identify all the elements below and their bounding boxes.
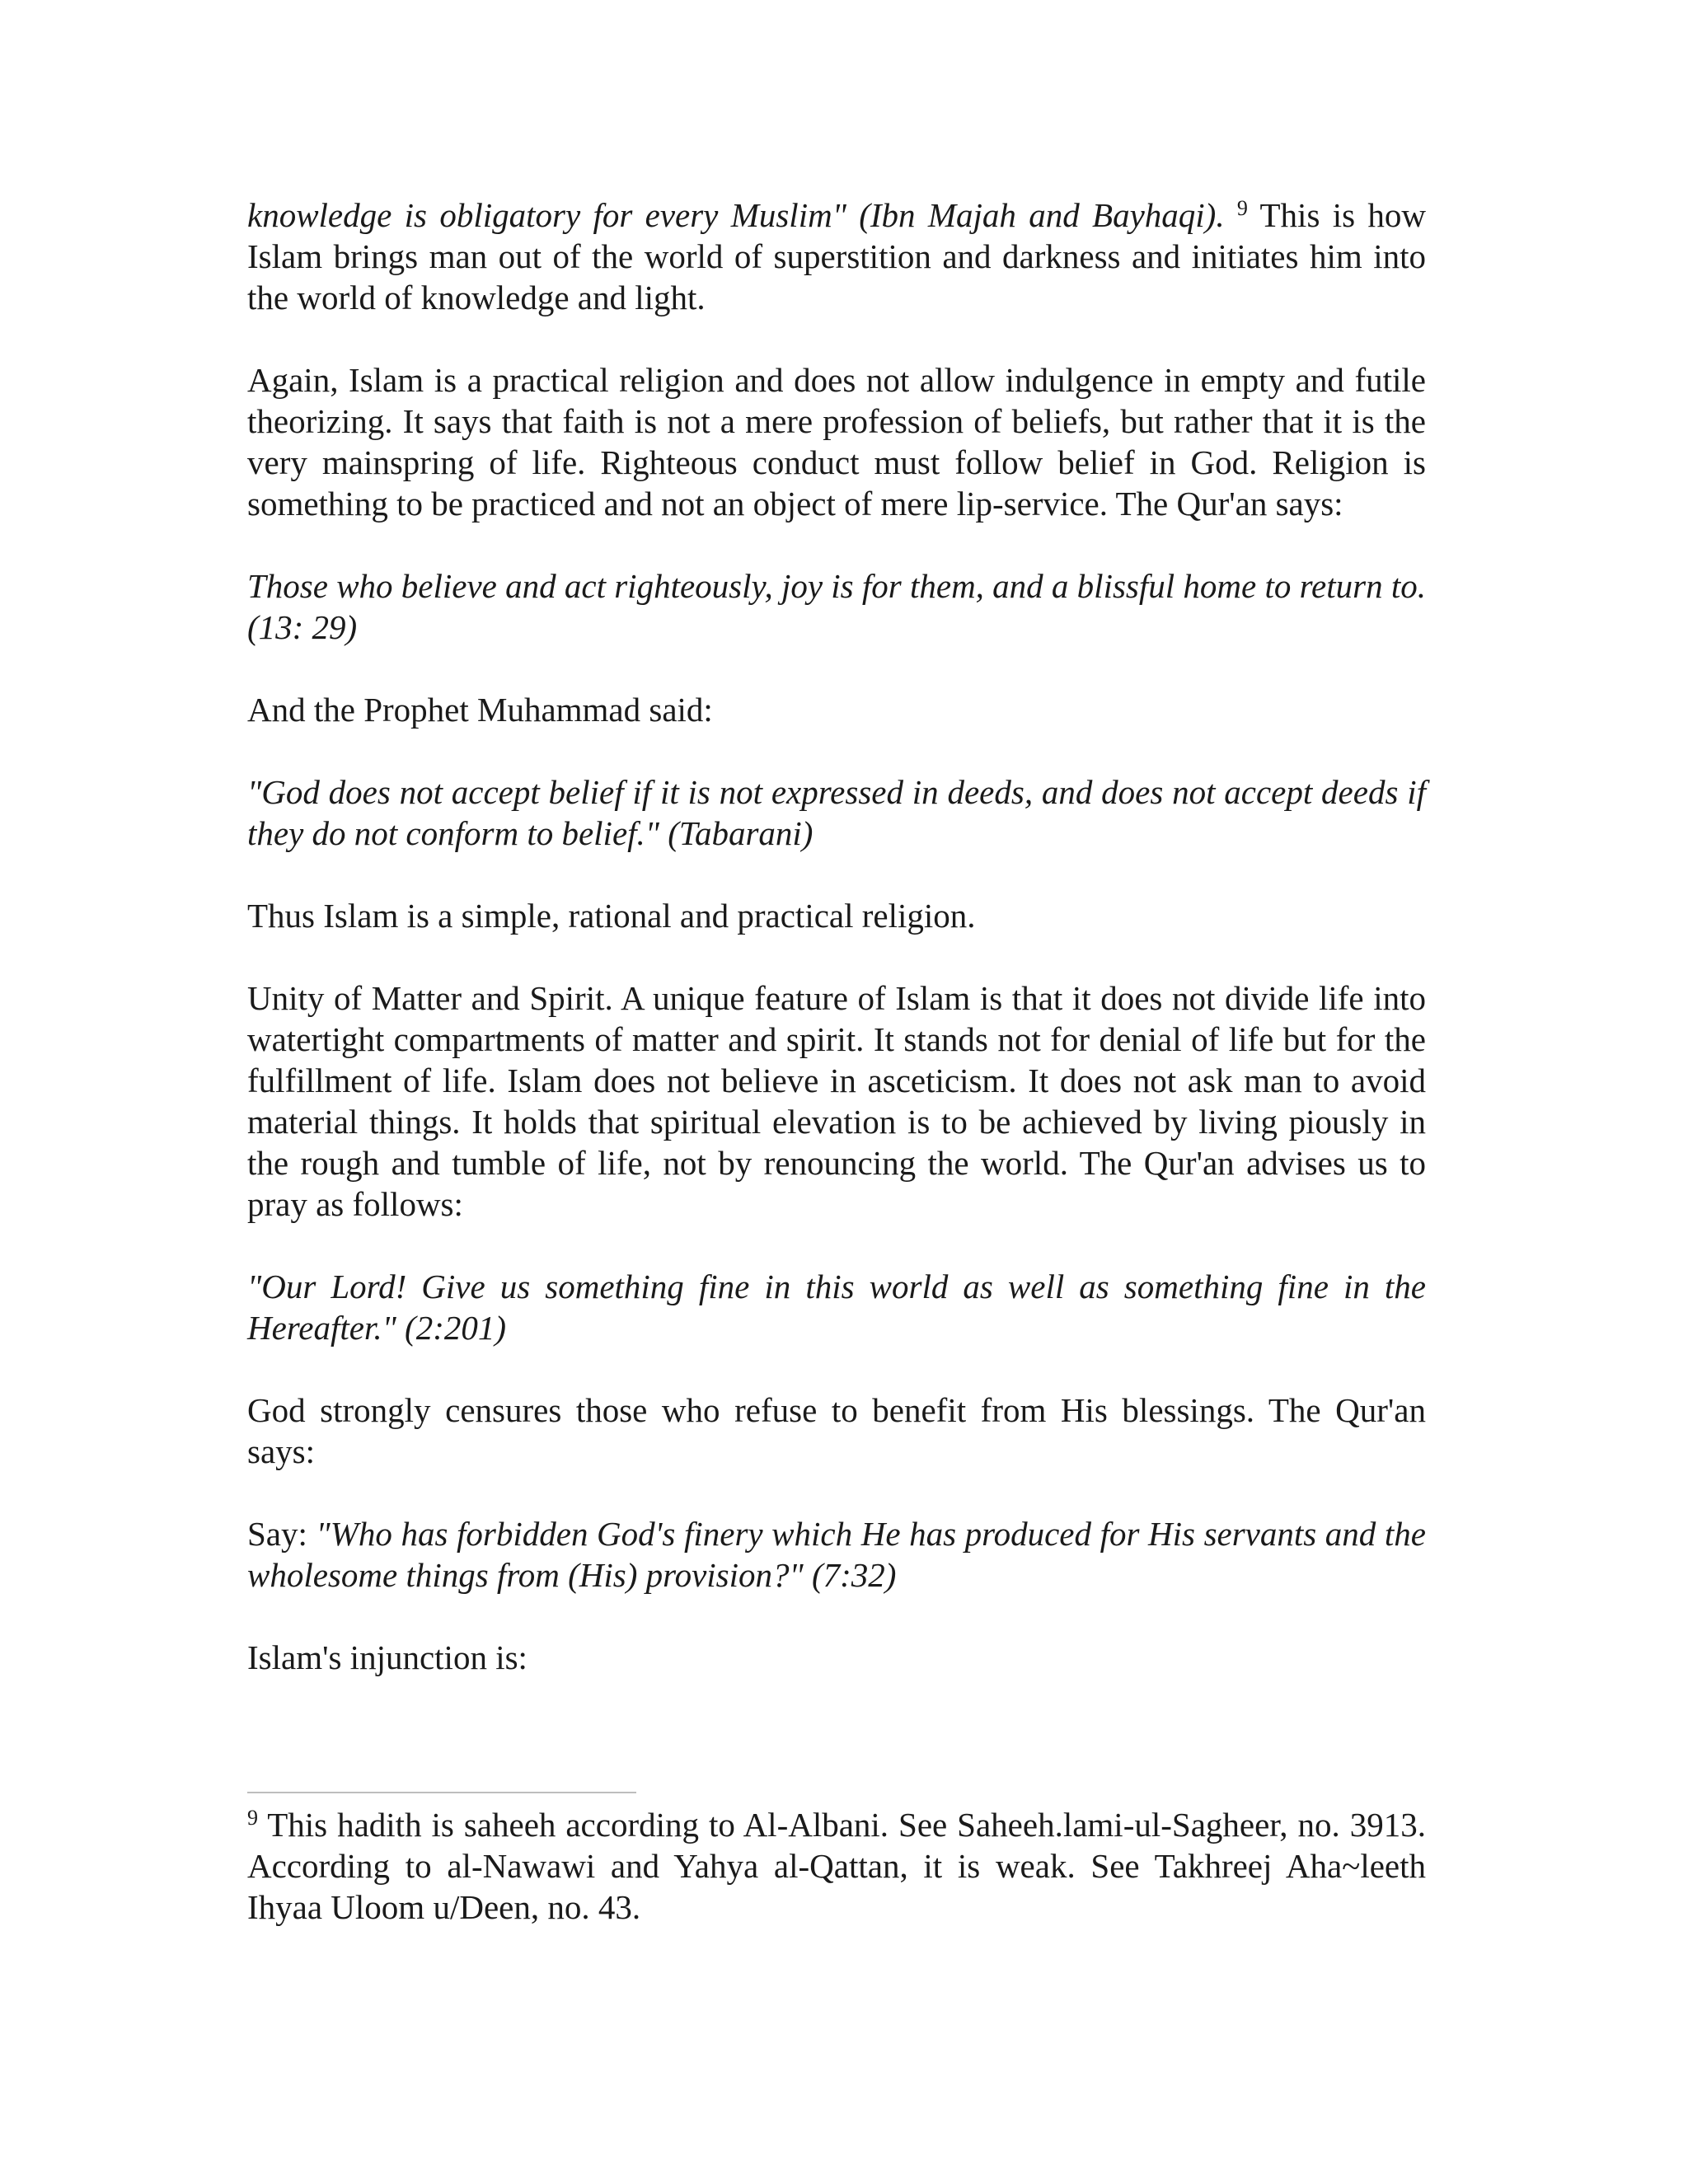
paragraph-7 (247, 1513, 1426, 1596)
paragraph-1-text: This is how Islam brings man out of the world of superstition and darkness and initiates him into the world of knowledge and light. (247, 196, 1427, 316)
say-prefix: Say: (247, 1515, 307, 1553)
paragraph-3: And the Prophet Muhammad said: (247, 691, 713, 729)
footnote-marker: 9 (247, 1806, 258, 1830)
hadith-quote-tabarani: "God does not accept belief if it is not expressed in deeds, and does not accept deeds if they do not conform to belief." (Tabarani) (247, 773, 1426, 852)
body-text (247, 194, 1426, 1678)
paragraph-2: Again, Islam is a practical religion and does not allow indulgence in empty and futile theorizing. It says that faith is not a mere profession of beliefs, but rather that it is the very mainspring of life. Righteous conduct must follow belief in God. Religion is something to be practiced and not an object of mere lip-service. The Qur'an says: (247, 361, 1426, 523)
quran-quote-7-32: "Who has forbidden God's finery which He has produced for His servants and the wholesome things from (His) provision?" (7:32) (247, 1515, 1426, 1594)
paragraph-4: Thus Islam is a simple, rational and practical religion. (247, 897, 976, 935)
footnote-divider (247, 1792, 636, 1793)
footnote-text: This hadith is saheeh according to Al-Albani. See Saheeh.lami-ul-Sagheer, no. 3913. According to al-Nawawi and Yahya al-Qattan, it is weak. See Takhreej Aha~leeth Ihyaa Uloom u/Deen, no. 43. (247, 1806, 1426, 1926)
quote-continuation: knowledge is obligatory for every Muslim" (Ibn Majah and Bayhaqi). (247, 196, 1225, 234)
paragraph-8: Islam's injunction is: (247, 1638, 528, 1676)
paragraph-5: Unity of Matter and Spirit. A unique feature of Islam is that it does not divide life into watertight compartments of matter and spirit. It stands not for denial of life but for the fulfillment of life. Islam does not believe in asceticism. It does not ask man to avoid material things. It holds that spiritual elevation is to be achieved by living piously in the rough and tumble of life, not by renouncing the world. The Qur'an advises us to pray as follows: (247, 979, 1426, 1223)
quran-quote-13-29: Those who believe and act righteously, joy is for them, and a blissful home to return to. (13: 29) (247, 567, 1426, 646)
quran-quote-2-201: "Our Lord! Give us something fine in this world as well as something fine in the Hereafter." (2:201) (247, 1268, 1426, 1347)
paragraph-6: God strongly censures those who refuse to benefit from His blessings. The Qur'an says: (247, 1391, 1426, 1470)
footnote-reference: 9 (1236, 196, 1248, 220)
footnote (247, 1804, 1426, 1928)
paragraph-1 (247, 194, 1426, 318)
